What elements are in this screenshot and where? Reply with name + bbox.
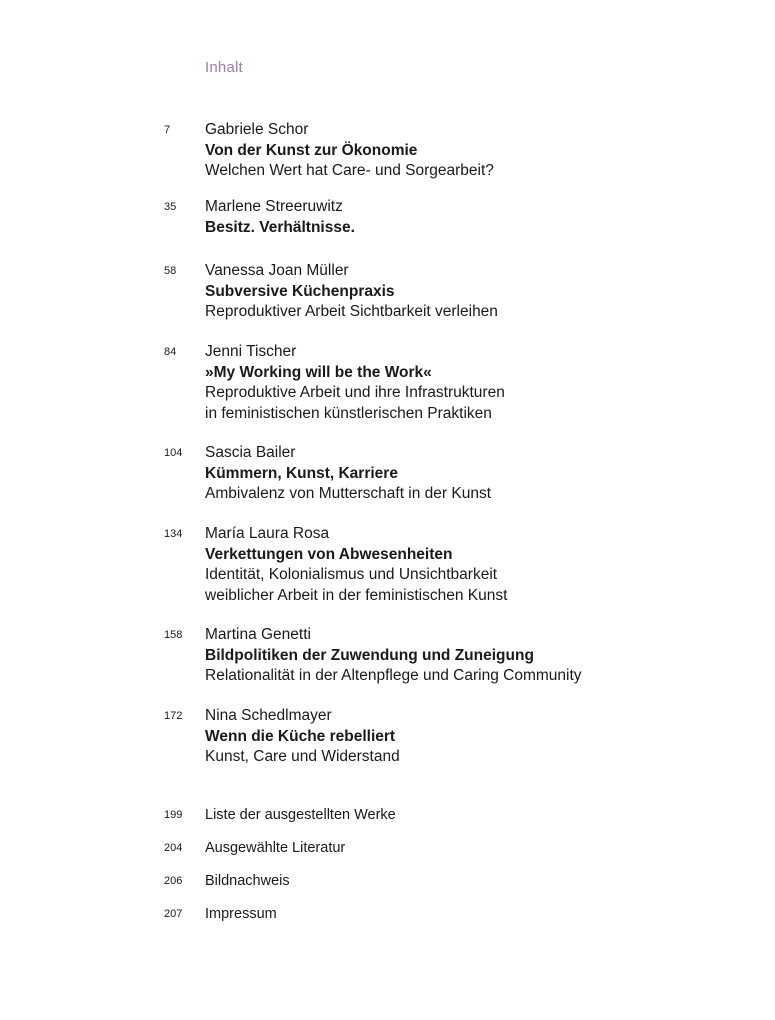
page-number: 206 xyxy=(164,875,183,887)
entry-subtitle: Reproduktive Arbeit und ihre Infrastrukturen xyxy=(205,384,505,401)
appendix-label: Bildnachweis xyxy=(205,873,290,889)
entry-title: Subversive Küchenpraxis xyxy=(205,282,395,300)
page-number: 58 xyxy=(164,265,177,277)
entry-title: »My Working will be the Work« xyxy=(205,363,432,381)
entry-title: Kümmern, Kunst, Karriere xyxy=(205,464,398,482)
appendix-label: Impressum xyxy=(205,906,277,922)
entry-subtitle: Reproduktiver Arbeit Sichtbarkeit verleihen xyxy=(205,303,498,320)
entry-author: Sascia Bailer xyxy=(205,444,296,461)
page-number: 104 xyxy=(164,447,183,459)
entry-subtitle: weiblicher Arbeit in der feministischen Kunst xyxy=(205,586,508,604)
entry-author: Jenni Tischer xyxy=(205,343,297,360)
entry-author: María Laura Rosa xyxy=(205,525,330,542)
entry-author: Gabriele Schor xyxy=(205,121,309,138)
entry-title: Besitz. Verhältnisse. xyxy=(205,218,355,236)
entry-subtitle: in feministischen künstlerischen Praktiken xyxy=(205,404,492,422)
page-heading: Inhalt xyxy=(205,59,243,76)
page-number: 7 xyxy=(164,124,171,136)
entry-subtitle: Relationalität in der Altenpflege und Caring Community xyxy=(205,667,582,684)
appendix-label: Liste der ausgestellten Werke xyxy=(205,807,396,823)
page-number: 199 xyxy=(164,809,183,821)
entry-author: Marlene Streeruwitz xyxy=(205,198,343,215)
entry-title: Von der Kunst zur Ökonomie xyxy=(205,141,418,159)
page-number: 207 xyxy=(164,908,183,920)
page-number: 84 xyxy=(164,346,177,358)
entry-subtitle: Ambivalenz von Mutterschaft in der Kunst xyxy=(205,485,492,502)
page-number: 134 xyxy=(164,528,183,540)
entry-author: Vanessa Joan Müller xyxy=(205,262,349,279)
entry-author: Nina Schedlmayer xyxy=(205,707,332,724)
page-number: 35 xyxy=(164,201,177,213)
entry-subtitle: Identität, Kolonialismus und Unsichtbarkeit xyxy=(205,566,498,583)
entry-author: Martina Genetti xyxy=(205,626,311,643)
entry-title: Verkettungen von Abwesenheiten xyxy=(205,545,453,563)
page-number: 204 xyxy=(164,842,183,854)
appendix-label: Ausgewählte Literatur xyxy=(205,840,346,856)
entry-title: Bildpolitiken der Zuwendung und Zuneigung xyxy=(205,646,534,664)
entry-subtitle: Welchen Wert hat Care- und Sorgearbeit? xyxy=(205,162,494,179)
page-number: 172 xyxy=(164,710,183,722)
entry-title: Wenn die Küche rebelliert xyxy=(205,727,396,745)
page-number: 158 xyxy=(164,629,183,641)
entry-subtitle: Kunst, Care und Widerstand xyxy=(205,748,400,765)
